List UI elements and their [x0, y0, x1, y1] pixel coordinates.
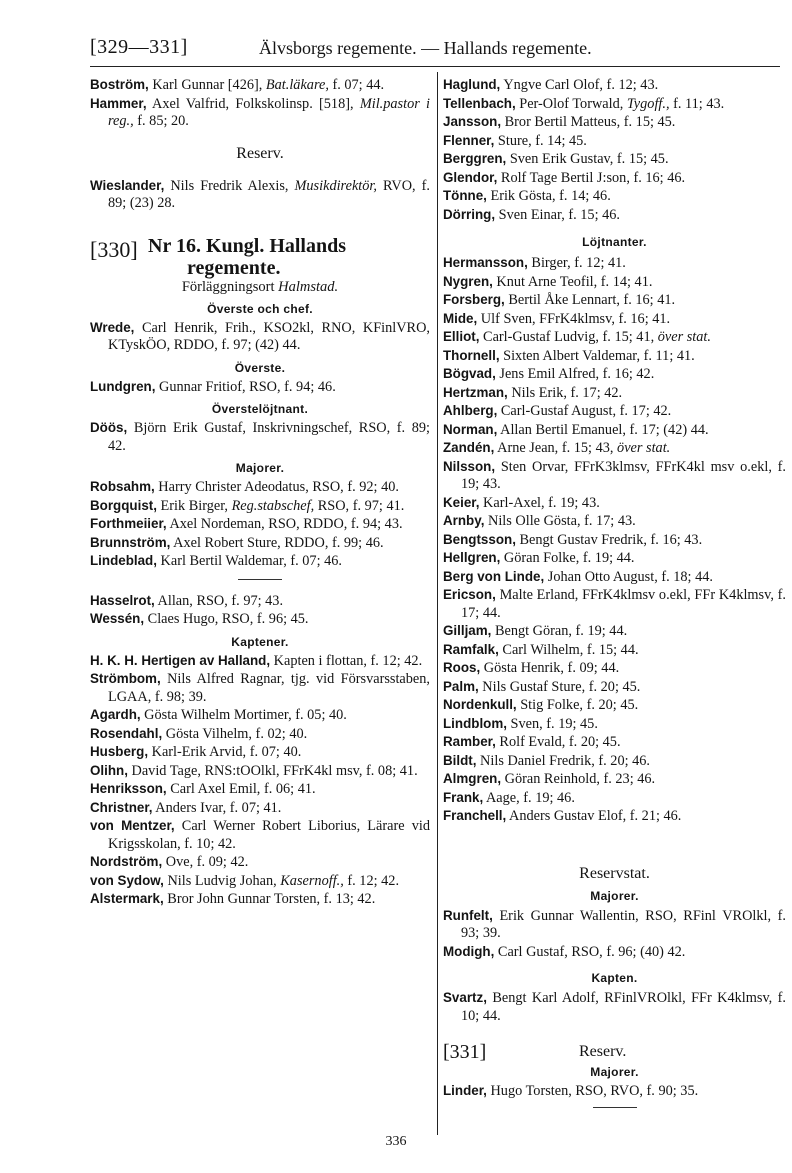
roster-entry: [443, 696, 786, 715]
officer-name: Glendor,: [443, 169, 498, 185]
entry-details: David Tage, RNS:tOOlkl, FFrK4kl msv, f. 08; 41.: [127, 762, 418, 779]
entry-title: Kasernoff.,: [280, 872, 344, 889]
entry-details: f. 12; 42.: [343, 872, 400, 889]
officer-name: Döös,: [90, 420, 128, 435]
r-majorer-heading: Majorer.: [590, 1065, 639, 1079]
entry-title: över stat.: [617, 440, 671, 456]
roster-entry: [90, 478, 430, 497]
entry-details: RVO, f. 89; (23) 28.: [108, 177, 430, 211]
entry-details: Axel Nordeman, RSO, RDDO, f. 94; 43.: [166, 516, 403, 532]
roster-entry: [90, 853, 430, 872]
officer-name: Runfelt,: [443, 907, 493, 923]
officer-name: Nordström,: [90, 854, 163, 869]
entry-details: Kapten i flottan, f. 12; 42.: [270, 652, 423, 669]
roster-entry: [443, 494, 786, 513]
officer-name: Jansson,: [443, 114, 502, 129]
entry-details: Bror John Gunnar Torsten, f. 13; 42.: [163, 891, 376, 907]
roster-entry: [90, 725, 430, 744]
rs-majorer-heading: Majorer.: [590, 888, 639, 903]
roster-entry: [443, 789, 786, 808]
officer-name: Elliot,: [443, 329, 480, 344]
regiment-title-cont: regemente.: [187, 256, 281, 279]
entry-details: Anders Gustav Elof, f. 21; 46.: [506, 808, 682, 824]
entry-details: Malte Erland, FFrK4klmsv o.ekl, FFr K4klmsv, f. 17; 44.: [461, 587, 786, 621]
roster-entry: [90, 817, 430, 853]
entry-details: Carl-Gustaf Ludvig, f. 15; 41,: [479, 329, 658, 345]
roster-entry: [90, 177, 430, 213]
roster-entry: [443, 187, 786, 206]
entry-details: Gösta Vilhelm, f. 02; 40.: [162, 725, 308, 742]
roster-entry: [443, 76, 786, 95]
entry-details: Bengt Karl Adolf, RFinlVROlkl, FFr K4klmsv, f. 10; 44.: [461, 990, 786, 1024]
entry-details: Karl-Erik Arvid, f. 07; 40.: [148, 744, 302, 760]
entry-title: Bat.läkare,: [265, 77, 329, 93]
rank-heading: Överste och chef.: [207, 301, 313, 316]
roster-entry: [90, 652, 430, 671]
entry-details: Rolf Tage Bertil J:son, f. 16; 46.: [497, 169, 686, 186]
officer-name: Bildt,: [443, 752, 477, 768]
officer-name: Boström,: [90, 77, 149, 92]
officer-name: Agardh,: [90, 707, 141, 722]
roster-entry: [443, 95, 786, 114]
roster-entry: [443, 365, 786, 384]
entry-details: Claes Hugo, RSO, f. 96; 45.: [144, 611, 309, 627]
officer-name: Ericson,: [443, 587, 496, 602]
entry-details: Hugo Torsten, RSO, RVO, f. 90; 35.: [486, 1083, 699, 1099]
officer-name: Rosendahl,: [90, 725, 163, 741]
entry-details: Per-Olof Torwald,: [515, 95, 627, 112]
entry-details: Yngve Carl Olof, f. 12; 43.: [500, 77, 659, 93]
entry-details: Sven Einar, f. 15; 46.: [495, 206, 620, 223]
roster-entry: [90, 497, 430, 516]
officer-name: Dörring,: [443, 206, 496, 222]
entry-details: Stig Folke, f. 20; 45.: [516, 697, 639, 713]
entry-title: Tygoff.,: [626, 95, 670, 112]
entry-details: Nils Alfred Ragnar, tjg. vid Försvarsstaben, LGAA, f. 98; 39.: [108, 671, 430, 705]
entry-details: Carl Gustaf, RSO, f. 96; (40) 42.: [494, 943, 686, 960]
entry-details: Axel Robert Sture, RDDO, f. 99; 46.: [170, 534, 384, 551]
roster-entry: [90, 378, 430, 397]
entry-details: Karl Bertil Waldemar, f. 07; 46.: [156, 553, 342, 569]
officer-name: Tönne,: [443, 188, 487, 203]
roster-entry: [443, 132, 786, 151]
entry-details: Bengt Göran, f. 19; 44.: [491, 623, 628, 639]
running-title: Älvsborgs regemente. — Hallands regemente.: [259, 38, 592, 58]
entry-title: Mil.pastor i reg.,: [108, 95, 430, 129]
entry-details: f. 07; 44.: [328, 77, 385, 93]
officer-name: Henriksson,: [90, 781, 167, 796]
entry-details: Sven, f. 19; 45.: [506, 715, 598, 732]
roster-entry: [443, 733, 786, 752]
roster-entry: [90, 706, 430, 725]
roster-entry: [443, 206, 786, 225]
roster-entry: [443, 254, 786, 273]
entry-details: Göran Reinhold, f. 23; 46.: [501, 771, 656, 787]
separator-rule: [238, 579, 282, 580]
entry-details: Nils Erik, f. 17; 42.: [507, 384, 623, 401]
entry-details: Johan Otto August, f. 18; 44.: [544, 568, 713, 585]
entry-details: Arne Jean, f. 15; 43,: [494, 440, 618, 456]
roster-entry: [443, 622, 786, 641]
officer-name: Modigh,: [443, 943, 495, 959]
officer-name: Robsahm,: [90, 479, 155, 494]
officer-name: Franchell,: [443, 808, 507, 823]
entry-title: Reg.stabschef,: [231, 497, 315, 514]
officer-name: Almgren,: [443, 771, 502, 786]
roster-entry: [90, 76, 430, 95]
roster-entry: [90, 534, 430, 553]
roster-entry: [443, 1082, 786, 1101]
entry-details: Björn Erik Gustaf, Inskrivningschef, RSO, f. 89; 42.: [108, 420, 430, 454]
running-header: [90, 36, 780, 62]
roster-entry: [90, 780, 430, 799]
page-range: [329—331]: [90, 36, 188, 58]
roster-entry: [90, 872, 430, 891]
entry-title: över stat.: [657, 329, 711, 345]
officer-name: Forsberg,: [443, 292, 505, 307]
entry-details: Sture, f. 14; 45.: [494, 132, 587, 149]
section-331-number: [331]: [443, 1041, 487, 1063]
roster-entry: [443, 770, 786, 789]
officer-name: Christner,: [90, 799, 153, 815]
officer-name: Strömbom,: [90, 671, 161, 686]
roster-entry: [443, 458, 786, 494]
roster-entry: [443, 310, 786, 329]
right-column: [443, 76, 786, 1114]
entry-details: Ulf Sven, FFrK4klmsv, f. 16; 41.: [477, 310, 671, 327]
officer-name: Frank,: [443, 789, 484, 805]
officer-name: Svartz,: [443, 990, 487, 1005]
entry-details: Aage, f. 19; 46.: [483, 789, 575, 806]
officer-name: Haglund,: [443, 77, 501, 92]
officer-name: Zandén,: [443, 440, 495, 455]
entry-details: Bror Bertil Matteus, f. 15; 45.: [501, 114, 676, 130]
roster-entry: [90, 592, 430, 611]
roster-entry: [443, 150, 786, 169]
roster-entry: [443, 512, 786, 531]
rank-heading: Majorer.: [235, 461, 285, 475]
officer-name: Roos,: [443, 660, 481, 675]
officer-name: von Sydow,: [90, 872, 164, 888]
officer-name: Hertzman,: [443, 384, 508, 400]
entry-details: Nils Daniel Fredrik, f. 20; 46.: [476, 752, 651, 769]
entry-details: Jens Emil Alfred, f. 16; 42.: [495, 366, 655, 382]
rank-heading: Överste.: [234, 360, 286, 375]
officer-name: Nordenkull,: [443, 697, 517, 712]
entry-details: Bengt Gustav Fredrik, f. 16; 43.: [515, 531, 703, 548]
officer-name: Nygren,: [443, 273, 493, 289]
entry-details: Gunnar Fritiof, RSO, f. 94; 46.: [155, 378, 336, 395]
roster-entry: [443, 715, 786, 734]
entry-title: Musikdirektör,: [294, 177, 377, 194]
entry-details: Birger, f. 12; 41.: [527, 255, 626, 271]
officer-name: Keier,: [443, 494, 480, 510]
entry-details: Erik Gösta, f. 14; 46.: [486, 188, 611, 204]
officer-name: Olihn,: [90, 762, 128, 778]
entry-details: Gösta Wilhelm Mortimer, f. 05; 40.: [140, 707, 347, 723]
entry-details: Sixten Albert Valdemar, f. 11; 41.: [499, 347, 695, 364]
entry-details: Rolf Evald, f. 20; 45.: [495, 734, 621, 750]
roster-entry: [443, 531, 786, 550]
rs-kapten-heading: Kapten.: [591, 971, 638, 985]
officer-name: Hellgren,: [443, 550, 501, 565]
entry-details: Carl Axel Emil, f. 06; 41.: [166, 781, 316, 797]
entry-details: Carl Henrik, Frih., KSO2kl, RNO, KFinlVRO, KTyskÖO, RDDO, f. 97; (42) 44.: [108, 319, 430, 353]
roster-entry: [443, 549, 786, 568]
roster-entry: [443, 402, 786, 421]
entry-details: Nils Fredrik Alexis,: [164, 177, 295, 194]
roster-entry: [443, 568, 786, 587]
officer-name: Berggren,: [443, 151, 507, 166]
left-column: [90, 76, 430, 909]
roster-entry: [443, 907, 786, 943]
entry-details: Allan, RSO, f. 97; 43.: [154, 592, 284, 609]
roster-entry: [443, 586, 786, 622]
officer-name: Thornell,: [443, 347, 500, 363]
officer-name: Nilsson,: [443, 458, 496, 474]
entry-details: Gösta Henrik, f. 09; 44.: [480, 660, 620, 676]
entry-details: Nils Ludvig Johan,: [163, 872, 281, 889]
reservstat-heading: Reservstat.: [579, 864, 650, 882]
roster-entry: [90, 890, 430, 909]
officer-name: Hermansson,: [443, 255, 528, 270]
section-330-number: [330]: [90, 236, 138, 262]
roster-entry: [443, 659, 786, 678]
entry-details: RSO, f. 97; 41.: [314, 497, 405, 514]
officer-name: Ramber,: [443, 734, 496, 749]
roster-entry: [443, 989, 786, 1025]
entry-details: Ove, f. 09; 42.: [162, 854, 249, 870]
officer-name: Forthmeiier,: [90, 516, 167, 531]
entry-details: Erik Gunnar Wallentin, RSO, RFinl VROlkl, f. 93; 39.: [461, 907, 786, 941]
page-number: 336: [385, 1134, 407, 1149]
officer-name: Husberg,: [90, 744, 149, 759]
officer-name: Norman,: [443, 421, 498, 437]
rank-heading: Överstelöjtnant.: [211, 402, 309, 416]
entry-details: Axel Valfrid, Folkskolinsp. [518],: [146, 95, 360, 112]
roster-entry: [443, 113, 786, 132]
officer-name: Wrede,: [90, 319, 135, 335]
entry-details: Harry Christer Adeodatus, RSO, f. 92; 40.: [154, 479, 399, 495]
officer-name: Lindblom,: [443, 715, 507, 731]
roster-entry: [443, 678, 786, 697]
entry-details: Carl Wilhelm, f. 15; 44.: [498, 641, 639, 658]
header-rule: [90, 66, 780, 67]
entry-details: Carl Werner Robert Liborius, Lärare vid Krigsskolan, f. 10; 42.: [108, 818, 430, 852]
officer-name: Berg von Linde,: [443, 568, 545, 584]
entry-details: Karl Gunnar [426],: [148, 77, 266, 93]
roster-entry: [90, 670, 430, 706]
roster-entry: [90, 799, 430, 818]
location-line: Förläggningsort Halmstad.: [181, 278, 339, 295]
roster-entry: [90, 743, 430, 762]
entry-details: Sven Erik Gustav, f. 15; 45.: [506, 151, 669, 167]
officer-name: Hasselrot,: [90, 592, 155, 608]
officer-name: Bögvad,: [443, 366, 496, 381]
officer-name: H. K. H. Hertigen av Halland,: [90, 652, 271, 668]
roster-entry: [90, 762, 430, 781]
roster-entry: [90, 610, 430, 629]
separator-rule: [593, 1107, 637, 1108]
officer-name: Brunnström,: [90, 534, 171, 550]
entry-details: Allan Bertil Emanuel, f. 17; (42) 44.: [497, 421, 709, 438]
roster-entry: [443, 384, 786, 403]
officer-name: Lindeblad,: [90, 553, 157, 568]
roster-entry: [443, 291, 786, 310]
officer-name: Ramfalk,: [443, 641, 499, 657]
lojtnanter-heading: Löjtnanter.: [582, 235, 647, 249]
officer-name: Borgquist,: [90, 497, 157, 513]
roster-entry: [443, 943, 786, 962]
roster-entry: [443, 439, 786, 458]
roster-entry: [90, 95, 430, 131]
officer-name: Linder,: [443, 1083, 487, 1098]
roster-entry: [443, 752, 786, 771]
officer-name: von Mentzer,: [90, 818, 175, 833]
officer-name: Ahlberg,: [443, 403, 498, 418]
roster-entry: [443, 169, 786, 188]
roster-entry: [90, 515, 430, 534]
entry-details: f. 11; 43.: [669, 95, 725, 112]
regiment-title: Nr 16. Kungl. Hallands: [148, 234, 347, 257]
roster-entry: [443, 328, 786, 347]
rank-heading: Kaptener.: [231, 634, 289, 649]
roster-entry: [443, 273, 786, 292]
officer-name: Bengtsson,: [443, 531, 516, 547]
officer-name: Wessén,: [90, 611, 145, 626]
section-331-heading: [443, 1037, 786, 1065]
roster-entry: [443, 641, 786, 660]
officer-name: Flenner,: [443, 132, 495, 148]
entry-details: Erik Birger,: [156, 497, 232, 514]
officer-name: Wieslander,: [90, 177, 165, 193]
entry-details: Anders Ivar, f. 07; 41.: [152, 799, 282, 816]
entry-details: Sten Orvar, FFrK3klmsv, FFrK4kl msv o.ekl, f. 19; 43.: [461, 458, 786, 492]
roster-entry: [90, 319, 430, 355]
column-divider: [437, 72, 438, 1135]
officer-name: Mide,: [443, 310, 478, 326]
entry-details: Göran Folke, f. 19; 44.: [500, 550, 635, 566]
entry-details: Bertil Åke Lennart, f. 16; 41.: [504, 292, 676, 308]
roster-entry: [443, 421, 786, 440]
officer-name: Arnby,: [443, 513, 485, 528]
section-330-heading: [90, 234, 430, 279]
entry-details: Knut Arne Teofil, f. 14; 41.: [492, 273, 653, 290]
section-331-label: Reserv.: [579, 1043, 627, 1060]
officer-name: Lundgren,: [90, 378, 156, 394]
officer-name: Alstermark,: [90, 891, 164, 906]
roster-entry: [90, 419, 430, 455]
entry-details: Carl-Gustaf August, f. 17; 42.: [497, 403, 672, 419]
entry-details: Nils Gustaf Sture, f. 20; 45.: [478, 678, 641, 695]
reserv-heading: Reserv.: [236, 144, 284, 162]
officer-name: Hammer,: [90, 95, 147, 111]
entry-details: Karl-Axel, f. 19; 43.: [479, 494, 600, 511]
entry-details: Nils Olle Gösta, f. 17; 43.: [484, 513, 636, 529]
roster-entry: [443, 807, 786, 826]
roster-entry: [443, 347, 786, 366]
officer-name: Tellenbach,: [443, 95, 516, 111]
roster-entry: [90, 552, 430, 571]
entry-details: f. 85; 20.: [133, 113, 189, 129]
officer-name: Palm,: [443, 678, 479, 694]
officer-name: Gilljam,: [443, 623, 492, 638]
